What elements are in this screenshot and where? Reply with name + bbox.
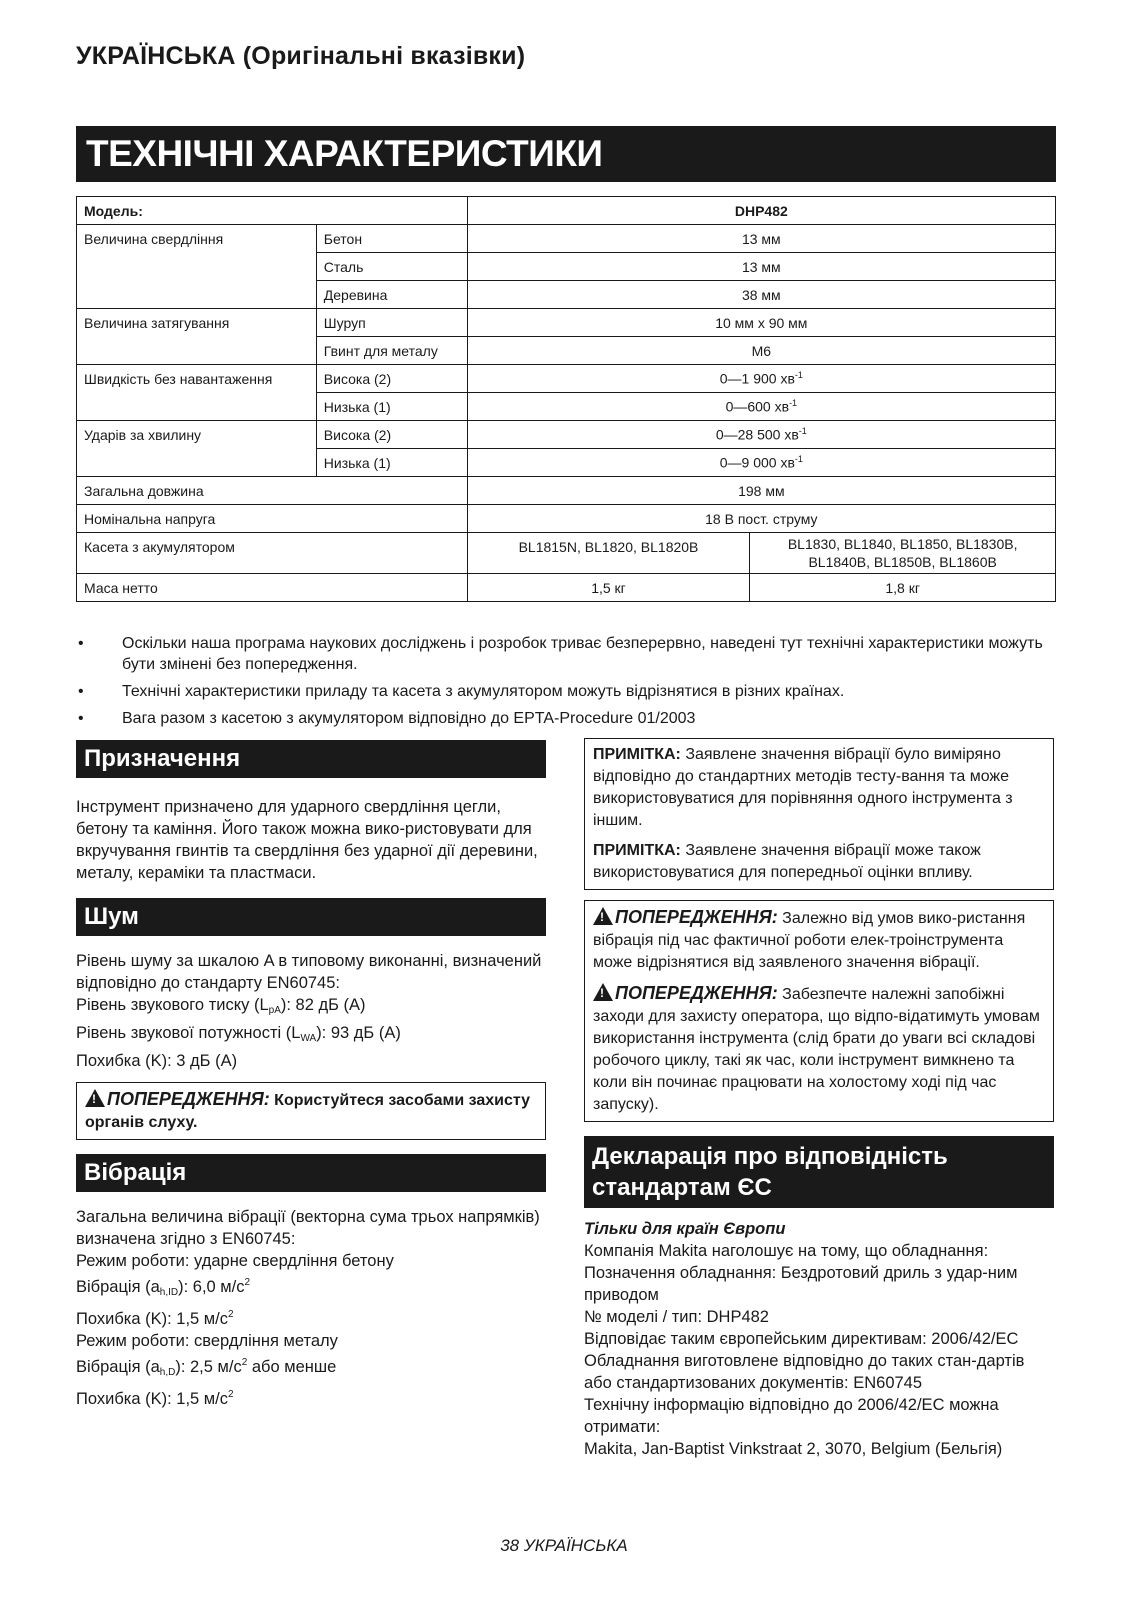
warning-icon [593, 983, 613, 1001]
sound-power: Рівень звукової потужності $(L_{WA})$: 93 дБ (A) [76, 1024, 401, 1044]
vibration-warnings [584, 900, 1054, 1122]
intended-use-text: Інструмент призначено для ударного свердління цегли, бетону та каміння. Його також можна вико-ристовувати для вкручування гвинтів та свердління без ударної дії деревини, металу, кераміки та пластмаси. [76, 798, 538, 882]
declaration-title: Декларація про відповідність стандартам ЄС [584, 1136, 1054, 1208]
specs-table [76, 196, 1056, 602]
vibration-value-2: Вібрація $(a_{h,D})$: 2,5 $м/с^2$ або менше [76, 1357, 337, 1378]
warning-2: !ПОПЕРЕДЖЕННЯ: Забезпечте належні запобіжні заходи для захисту оператора, що відпо-відатимуть умовам використання інструмента (слід брати до уваги всі складові робочого циклу, такі як час, коли інструмент вимкнено та коли він починає працювати на холостому ході під час запуску). [593, 982, 1045, 1116]
screw-label: Шуруп [316, 309, 467, 337]
net-weight-value-a: 1,5 кг [467, 574, 750, 602]
rated-voltage-value: 18 В пост. струму [467, 505, 1055, 533]
declaration-line: Технічну інформацію відповідно до 2006/42/EC можна отримати: [584, 1396, 999, 1436]
declaration-line: Позначення обладнання: Бездротовий дриль з удар-ним приводом [584, 1264, 1018, 1304]
note-2: ПРИМІТКА: Заявлене значення вібрації може також використовуватися для попередньої оцінки впливу. [593, 842, 981, 881]
work-mode-2: Режим роботи: свердління металу [76, 1332, 338, 1350]
noise-intro: Рівень шуму за шкалою A в типовому виконанні, визначений відповідно до стандарту EN60745: [76, 952, 542, 992]
left-column [76, 740, 546, 1410]
hearing-warning: !ПОПЕРЕДЖЕННЯ: Користуйтеся засобами захисту органів слуху. [76, 1082, 546, 1140]
battery-value-b: BL1830, BL1840, BL1850, BL1830B, BL1840B, BL1850B, BL1860B [750, 533, 1056, 574]
table-row [77, 574, 1056, 602]
page-footer: 38 УКРАЇНСЬКА [500, 1536, 628, 1555]
table-row [77, 477, 1056, 505]
fastening-capacity-label: Величина затягування [77, 309, 317, 365]
model-value: DHP482 [467, 197, 1055, 225]
declaration-block [584, 1218, 1054, 1460]
wood-value: 38 мм [467, 281, 1055, 309]
declaration-line: № моделі / тип: DHP482 [584, 1308, 769, 1326]
speed-high-value: 0—1 900 $хв^{-1}$ [467, 365, 1055, 393]
uncertainty-2: Похибка (K): 1,5 $м/с^2$ [76, 1389, 234, 1408]
no-load-speed-label: Швидкість без навантаження [77, 365, 317, 421]
warning-icon [85, 1089, 105, 1107]
low-label: Низька (1) [316, 393, 467, 421]
rated-voltage-label: Номінальна напруга [77, 505, 468, 533]
blows-per-minute-label: Ударів за хвилину [77, 421, 317, 477]
concrete-value: 13 мм [467, 225, 1055, 253]
bpm-low-value: 0—9 000 $хв^{-1}$ [467, 449, 1055, 477]
vibration-value-1: Вібрація $(a_{h,ID})$: 6,0 $м/с^2$ [76, 1277, 251, 1298]
bolt-value: M6 [467, 337, 1055, 365]
list-item: • Оскільки наша програма наукових досліджень і розробок триває безперервно, наведені тут технічні характеристики можуть бути змінені без попередження. [76, 633, 1056, 675]
declaration-line: Makita, Jan-Baptist Vinkstraat 2, 3070, Belgium (Бельгія) [584, 1440, 1003, 1458]
specs-title: ТЕХНІЧНІ ХАРАКТЕРИСТИКИ [76, 126, 1056, 182]
overall-length-label: Загальна довжина [77, 477, 468, 505]
battery-value-a: BL1815N, BL1820, BL1820B [467, 533, 750, 574]
net-weight-label: Маса нетто [77, 574, 468, 602]
table-row [77, 225, 1056, 253]
table-row [77, 505, 1056, 533]
bpm-high-value: 0—28 500 $хв^{-1}$ [467, 421, 1055, 449]
model-label: Модель: [77, 197, 468, 225]
steel-value: 13 мм [467, 253, 1055, 281]
vibration-notes [584, 738, 1054, 890]
high-label: Висока (2) [316, 365, 467, 393]
noise-uncertainty: Похибка (K): 3 дБ (A) [76, 1052, 238, 1070]
declaration-line: Обладнання виготовлене відповідно до таких стан-дартів або стандартизованих документів: EN60745 [584, 1352, 1025, 1392]
spec-notes [76, 633, 1056, 735]
table-row [77, 365, 1056, 393]
vibration-title: Вібрація [76, 1154, 546, 1192]
vibration-block [76, 1206, 546, 1410]
low-label: Низька (1) [316, 449, 467, 477]
sound-pressure: Рівень звукового тиску $(L_{pA})$: 82 дБ (A) [76, 996, 366, 1016]
declaration-line: Компанія Makita наголошує на тому, що обладнання: [584, 1242, 989, 1260]
europe-only: Тільки для країн Європи [584, 1220, 786, 1238]
intended-use-title: Призначення [76, 740, 546, 778]
screw-value: 10 мм x 90 мм [467, 309, 1055, 337]
list-item: • Технічні характеристики приладу та касета з акумулятором можуть відрізнятися в різних країнах. [76, 681, 1056, 702]
bolt-label: Гвинт для металу [316, 337, 467, 365]
battery-label: Касета з акумулятором [77, 533, 468, 574]
table-row [77, 421, 1056, 449]
table-row [77, 309, 1056, 337]
work-mode-1: Режим роботи: ударне свердління бетону [76, 1252, 394, 1270]
table-row [77, 533, 1056, 574]
uncertainty-1: Похибка (K): 1,5 $м/с^2$ [76, 1309, 234, 1328]
right-column [584, 738, 1054, 1460]
speed-low-value: 0—600 $хв^{-1}$ [467, 393, 1055, 421]
vibration-intro: Загальна величина вібрації (векторна сума трьох напрямків) визначена згідно з EN60745: [76, 1208, 540, 1248]
noise-title: Шум [76, 898, 546, 936]
drill-capacity-label: Величина свердління [77, 225, 317, 309]
table-row [77, 197, 1056, 225]
warning-1: !ПОПЕРЕДЖЕННЯ: Залежно від умов вико-ристання вібрація під час фактичної роботи елек-троінструмента може відрізнятися від заявленого значення вібрації. [593, 906, 1045, 974]
note-1: ПРИМІТКА: Заявлене значення вібрації було виміряно відповідно до стандартних методів тесту-вання та може використовуватися для порівняння одного інструмента з іншим. [593, 746, 1013, 829]
overall-length-value: 198 мм [467, 477, 1055, 505]
page-header: УКРАЇНСЬКА (Оригінальні вказівки) [76, 42, 526, 70]
list-item: • Вага разом з касетою з акумулятором відповідно до EPTA-Procedure 01/2003 [76, 708, 1056, 729]
concrete-label: Бетон [316, 225, 467, 253]
declaration-line: Відповідає таким європейським директивам: 2006/42/EC [584, 1330, 1019, 1348]
warning-icon [593, 907, 613, 925]
noise-block [76, 950, 546, 1072]
net-weight-value-b: 1,8 кг [750, 574, 1056, 602]
wood-label: Деревина [316, 281, 467, 309]
steel-label: Сталь [316, 253, 467, 281]
high-label: Висока (2) [316, 421, 467, 449]
